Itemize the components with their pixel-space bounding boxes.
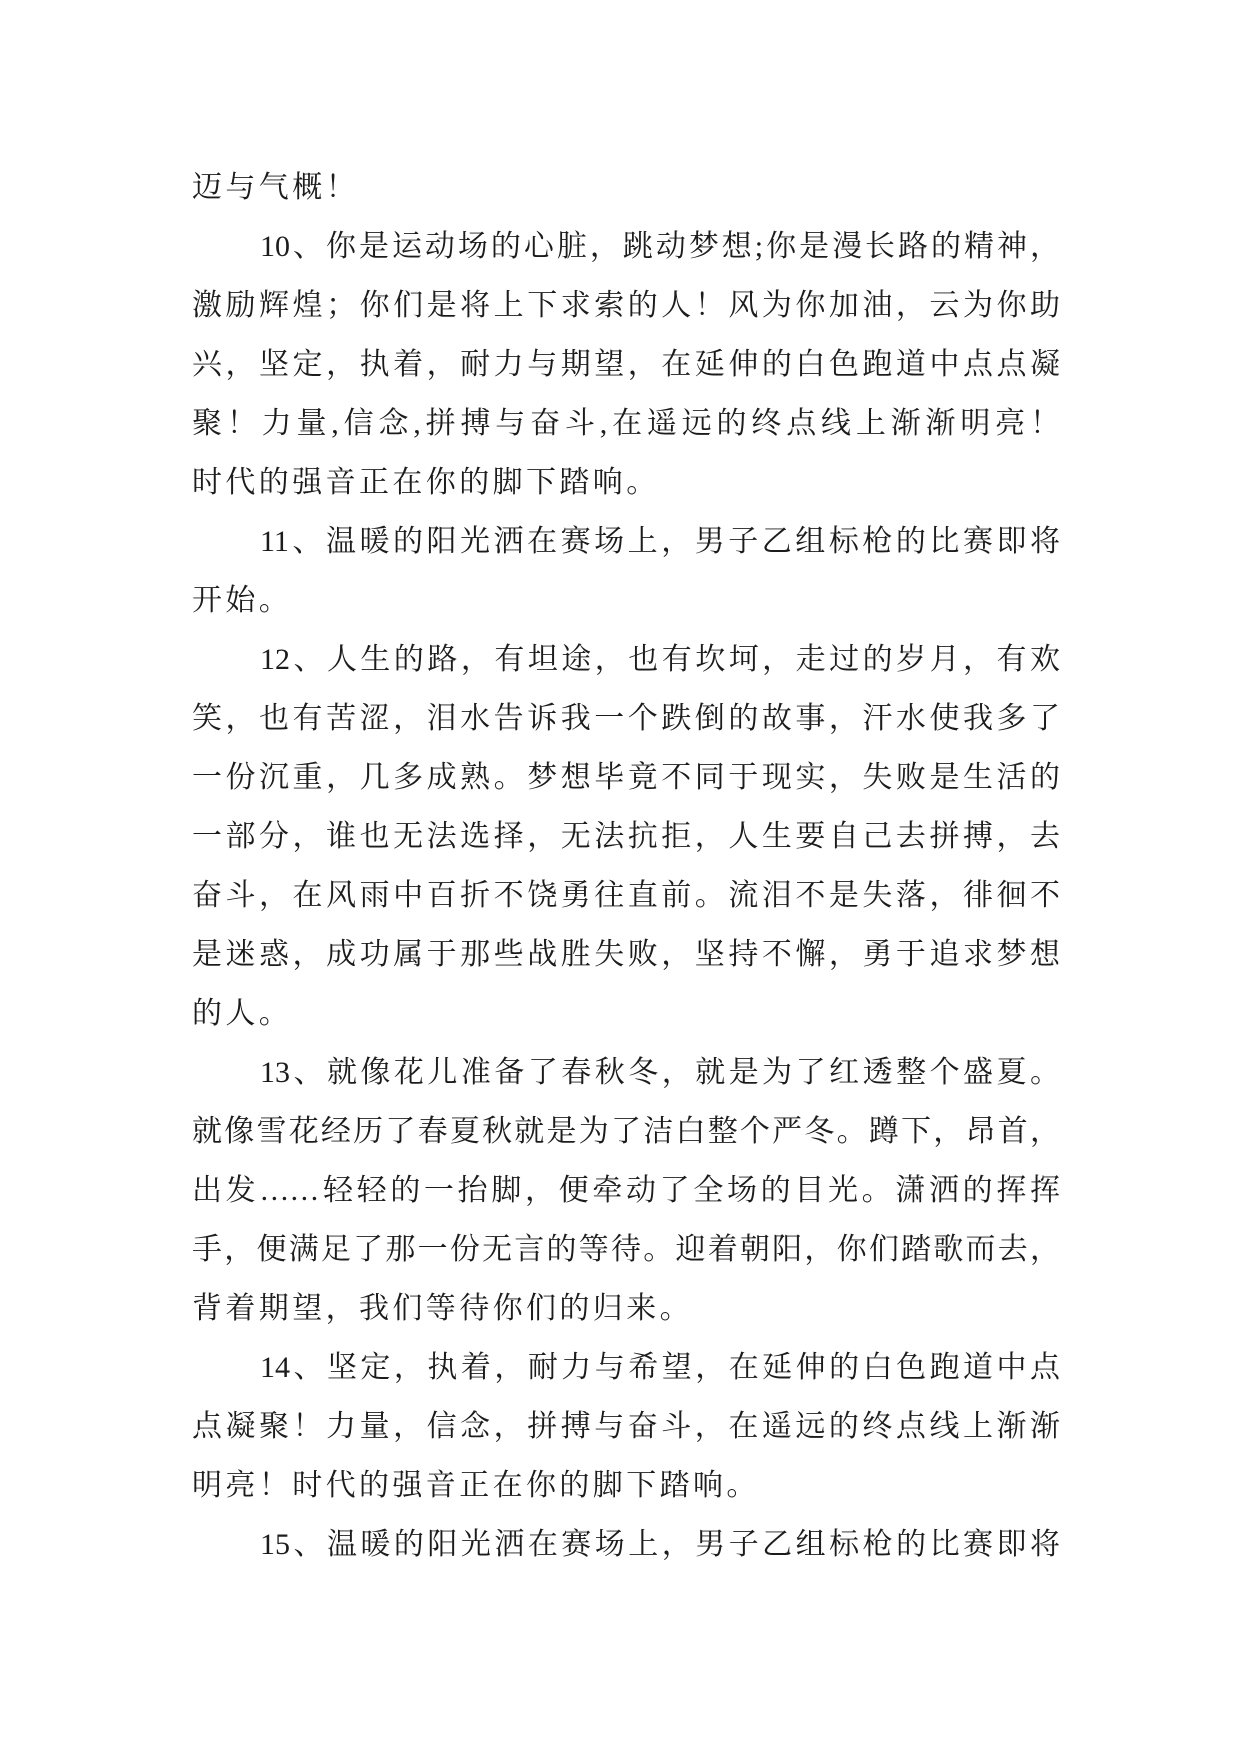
text-line: 奋斗，在风雨中百折不饶勇往直前。流泪不是失落，徘徊不	[192, 879, 1060, 912]
text-line: 迈与气概！	[192, 171, 359, 204]
body-text	[192, 158, 1060, 1574]
paragraph-10	[192, 217, 1060, 512]
text-line: 点凝聚！力量，信念，拼搏与奋斗，在遥远的终点线上渐渐	[192, 1410, 1060, 1443]
paragraph-13	[192, 1043, 1060, 1338]
paragraph-12	[192, 630, 1060, 1043]
text-line: 背着期望，我们等待你们的归来。	[192, 1292, 693, 1325]
text-line: 13、就像花儿准备了春秋冬，就是为了红透整个盛夏。	[260, 1056, 1060, 1089]
text-line: 就像雪花经历了春夏秋就是为了洁白整个严冬。蹲下，昂首，	[192, 1115, 1060, 1148]
text-line: 10、你是运动场的心脏，跳动梦想;你是漫长路的精神，	[260, 230, 1060, 263]
text-line: 一份沉重，几多成熟。梦想毕竟不同于现实，失败是生活的	[192, 761, 1060, 794]
text-line: 明亮！时代的强音正在你的脚下踏响。	[192, 1469, 760, 1502]
paragraph-11	[192, 512, 1060, 630]
text-line: 11、温暖的阳光洒在赛场上，男子乙组标枪的比赛即将	[260, 525, 1060, 558]
text-line: 的人。	[192, 997, 293, 1030]
text-line: 手，便满足了那一份无言的等待。迎着朝阳，你们踏歌而去，	[192, 1233, 1060, 1266]
text-line: 是迷惑，成功属于那些战胜失败，坚持不懈，勇于追求梦想	[192, 938, 1060, 971]
text-line: 开始。	[192, 584, 293, 617]
paragraph-continuation	[192, 158, 1060, 217]
text-line: 12、人生的路，有坦途，也有坎坷，走过的岁月，有欢	[260, 643, 1060, 676]
text-line: 15、温暖的阳光洒在赛场上，男子乙组标枪的比赛即将	[260, 1528, 1060, 1561]
text-line: 14、坚定，执着，耐力与希望，在延伸的白色跑道中点	[260, 1351, 1060, 1384]
text-line: 兴，坚定，执着，耐力与期望，在延伸的白色跑道中点点凝	[192, 348, 1060, 381]
text-line: 激励辉煌；你们是将上下求索的人！风为你加油，云为你助	[192, 289, 1060, 322]
paragraph-14	[192, 1338, 1060, 1515]
text-line: 聚！力量,信念,拼搏与奋斗,在遥远的终点线上渐渐明亮！	[192, 407, 1060, 440]
text-line: 时代的强音正在你的脚下踏响。	[192, 466, 660, 499]
text-line: 出发……轻轻的一抬脚，便牵动了全场的目光。潇洒的挥挥	[192, 1174, 1060, 1207]
text-line: 一部分，谁也无法选择，无法抗拒，人生要自己去拼搏，去	[192, 820, 1060, 853]
paragraph-15	[192, 1515, 1060, 1574]
text-line: 笑，也有苦涩，泪水告诉我一个跌倒的故事，汗水使我多了	[192, 702, 1060, 735]
